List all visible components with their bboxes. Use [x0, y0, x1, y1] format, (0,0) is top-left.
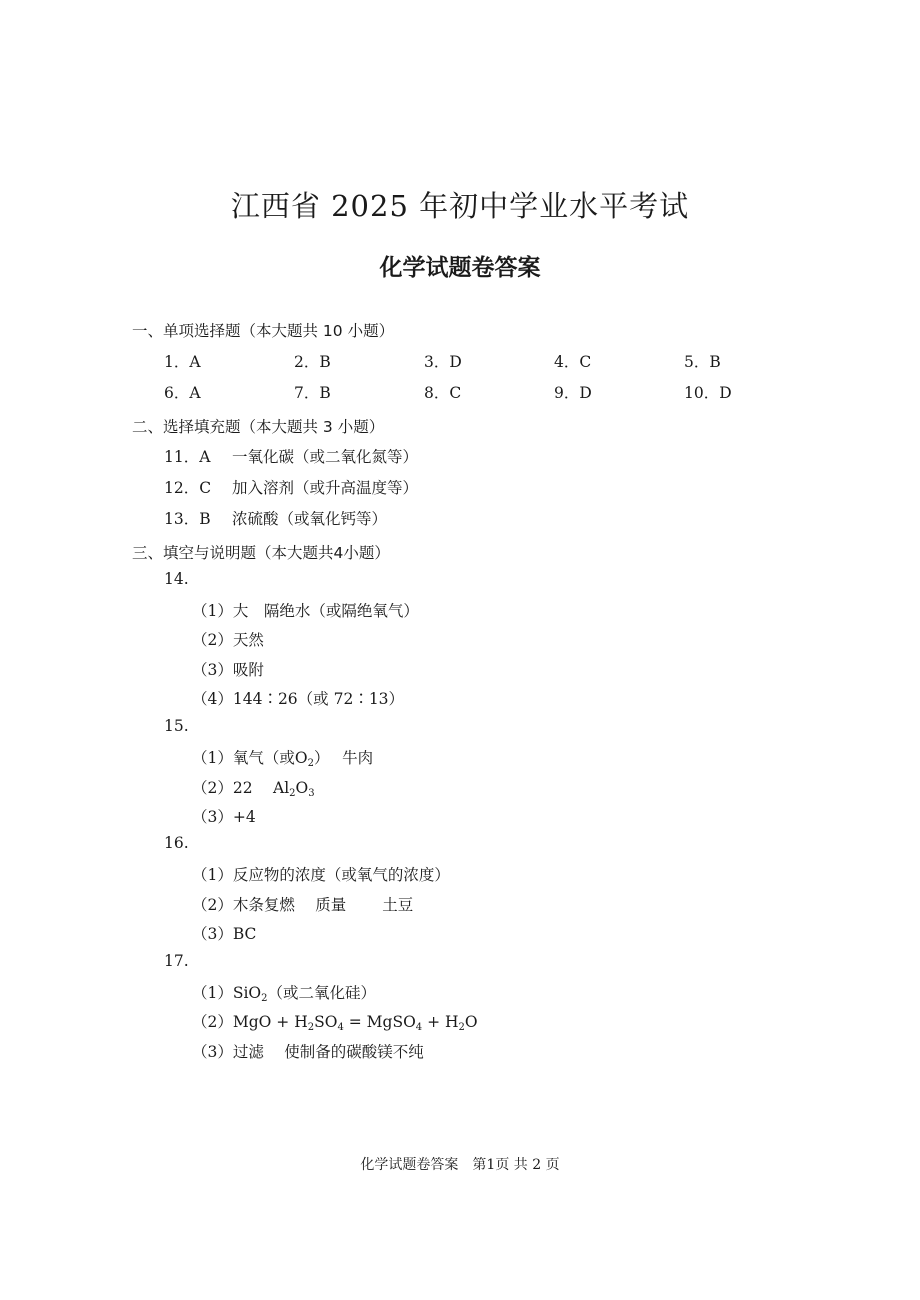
mc-answer-5: 5．B [684, 353, 721, 371]
section-1-heading: 一、单项选择题（本大题共 10 小题） [132, 322, 395, 340]
q14-part-1: （1）大 隔绝水（或隔绝氧气） [192, 602, 419, 620]
mc-answer-4: 4．C [554, 353, 592, 371]
section-3-heading: 三、填空与说明题（本大题共4小题） [132, 544, 390, 562]
question-15-number: 15. [164, 717, 189, 735]
fill-answer-13-text: 浓硫酸（或氧化钙等） [232, 510, 388, 528]
q14-part-2: （2）天然 [192, 631, 264, 649]
mc-answer-1: 1．A [164, 353, 201, 371]
question-17-number: 17. [164, 952, 189, 970]
q16-part-3: （3）BC [192, 925, 257, 943]
fill-answer-12-num: 12．C [164, 479, 212, 497]
page-footer: 化学试题卷答案 第1页 共 2 页 [360, 1157, 560, 1173]
fill-answer-13-num: 13．B [164, 510, 211, 528]
q15-part-2: （2）22 $Al_2O_3$ [192, 779, 315, 799]
mc-answer-6: 6．A [164, 384, 201, 402]
q14-part-3: （3）吸附 [192, 661, 264, 679]
question-14-number: 14. [164, 570, 189, 588]
q17-part-1: （1）SiO$_2$（或二氧化硅） [192, 984, 377, 1004]
q15-part-3: （3）+4 [192, 808, 256, 826]
fill-answer-11-text: 一氧化碳（或二氧化氮等） [232, 448, 419, 466]
mc-answer-2: 2．B [294, 353, 331, 371]
mc-answer-7: 7．B [294, 384, 331, 402]
q14-part-4: （4）144∶26（或 72∶13） [192, 690, 405, 708]
mc-answer-8: 8．C [424, 384, 462, 402]
fill-answer-11-num: 11．A [164, 448, 211, 466]
mc-answer-3: 3．D [424, 353, 462, 371]
q16-part-2: （2）木条复燃 质量 土豆 [192, 896, 414, 914]
q17-part-2: $(2)MgO + H_2SO_4$ = MgSO$_4$ + $H_2O$ [192, 1013, 478, 1033]
fill-answer-12-text: 加入溶剂（或升高温度等） [232, 479, 419, 497]
q16-part-1: （1）反应物的浓度（或氧气的浓度） [192, 866, 450, 884]
document-subtitle: 化学试题卷答案 [379, 255, 541, 281]
section-2-heading: 二、选择填充题（本大题共 3 小题） [132, 418, 385, 436]
q15-part-1: （1）氧气（或$O_2$） 牛肉 [192, 749, 374, 769]
mc-answer-10: 10．D [684, 384, 732, 402]
question-16-number: 16. [164, 834, 189, 852]
document-title: 江西省 2025 年初中学业水平考试 [230, 189, 690, 223]
mc-answer-9: 9．D [554, 384, 592, 402]
q17-part-3: （3）过滤 使制备的碳酸镁不纯 [192, 1043, 424, 1061]
